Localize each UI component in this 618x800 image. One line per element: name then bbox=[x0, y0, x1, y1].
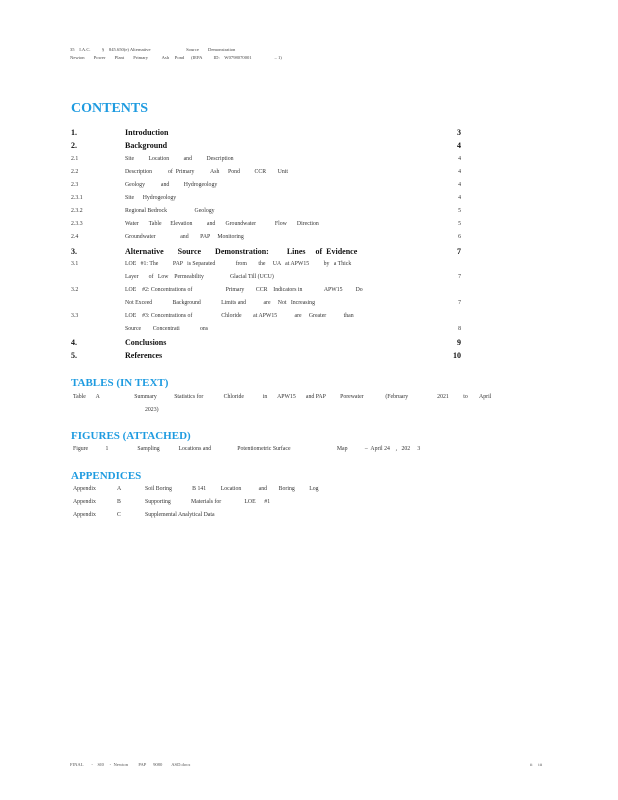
tables-entry-line-2: 2023) bbox=[145, 407, 159, 413]
appendix-label: Appendix bbox=[73, 512, 96, 518]
contents-heading: CONTENTS bbox=[71, 101, 149, 116]
toc-title: Introduction bbox=[125, 128, 169, 137]
toc-page-number: 6 bbox=[458, 234, 461, 240]
toc-title: Description of Primary Ash Pond CCR Unit bbox=[125, 169, 288, 175]
toc-number: 2.3 bbox=[71, 182, 79, 188]
toc-page-number: 7 bbox=[458, 274, 461, 280]
toc-page-number: 9 bbox=[457, 338, 461, 347]
toc-page-number: 7 bbox=[458, 300, 461, 306]
footer-page-number: ii iii bbox=[530, 762, 543, 767]
figures-entry-line-1: Figure 1 Sampling Locations and Potentiometric Surface Map – April 24 , 202 3 bbox=[73, 446, 421, 452]
appendix-title: Soil Boring B 141 Location and Boring Log bbox=[145, 486, 319, 492]
toc-number: 3. bbox=[71, 247, 77, 256]
tables-entry-line-1: Table A Summary Statistics for Chloride in APW15 and PAP Porewater (February 2021 to April bbox=[73, 394, 492, 400]
toc-title: Site Location and Description bbox=[125, 156, 234, 162]
toc-page-number: 4 bbox=[458, 169, 461, 175]
tables-heading: TABLES (IN TEXT) bbox=[71, 377, 169, 389]
toc-page-number: 4 bbox=[458, 195, 461, 201]
footer-left: FINAL - SI0 - Newton PAP 9080 ASD.docx bbox=[70, 762, 191, 767]
appendix-title: Supplemental Analytical Data bbox=[145, 512, 215, 518]
toc-title: References bbox=[125, 351, 163, 360]
toc-number: 2.3.2 bbox=[71, 208, 83, 214]
toc-number: 4. bbox=[71, 338, 77, 347]
toc-number: 2. bbox=[71, 141, 77, 150]
appendix-letter: C bbox=[117, 512, 121, 518]
toc-page-number: 4 bbox=[458, 182, 461, 188]
toc-title: Background bbox=[125, 141, 168, 150]
header-line-1: 35 I.A.C. § 845.650(e) Alternative Source Demonstration bbox=[70, 47, 236, 52]
toc-title: LOE #3: Concentrations of Chloride at APW15 are Greater than bbox=[125, 313, 354, 319]
toc-title: Regional Bedrock Geology bbox=[125, 208, 215, 214]
toc-page-number: 5 bbox=[458, 208, 461, 214]
toc-title: Source Concentrati ons bbox=[125, 326, 209, 332]
toc-number: 2.4 bbox=[71, 234, 79, 240]
toc-title: Site Hydrogeology bbox=[125, 195, 177, 201]
toc-number: 2.1 bbox=[71, 156, 79, 162]
appendices-list bbox=[73, 486, 403, 526]
toc-page-number: 3 bbox=[457, 128, 461, 137]
toc-page-number: 7 bbox=[457, 247, 461, 256]
toc-number: 2.3.3 bbox=[71, 221, 83, 227]
header-line-2: Newton Power Plant Primary Ash Pond (IEPA ID: W0798070001 – 1) bbox=[70, 55, 282, 60]
toc-page-number: 4 bbox=[457, 141, 461, 150]
appendix-letter: A bbox=[117, 486, 122, 492]
toc-page-number: 4 bbox=[458, 156, 461, 162]
toc-title: Conclusions bbox=[125, 338, 167, 347]
toc-number: 3.1 bbox=[71, 261, 79, 267]
appendices-heading: APPENDICES bbox=[71, 470, 142, 482]
toc-title: LOE #2: Concentrations of Primary CCR Indicators in APW15 Do bbox=[125, 287, 363, 293]
appendix-label: Appendix bbox=[73, 499, 96, 505]
toc-page-number: 5 bbox=[458, 221, 461, 227]
toc-number: 2.3.1 bbox=[71, 195, 83, 201]
toc-page-number: 10 bbox=[453, 351, 461, 360]
toc-number: 3.2 bbox=[71, 287, 79, 293]
toc-title: Geology and Hydrogeology bbox=[125, 182, 218, 188]
appendix-letter: B bbox=[117, 499, 121, 505]
figures-heading: FIGURES (ATTACHED) bbox=[71, 430, 191, 442]
appendix-title: Supporting Materials for LOE #1 bbox=[145, 499, 271, 505]
toc-title: Alternative Source Demonstration: Lines of Evidence bbox=[125, 247, 358, 256]
toc-title: Layer of Low Permeability Glacial Till (UCU) bbox=[125, 274, 274, 280]
toc-number: 3.3 bbox=[71, 313, 79, 319]
toc-number: 2.2 bbox=[71, 169, 79, 175]
toc-title: Groundwater and PAP Monitoring bbox=[125, 234, 244, 240]
toc-number: 5. bbox=[71, 351, 77, 360]
toc-title: Water Table Elevation and Groundwater Flow Direction bbox=[125, 221, 319, 227]
appendix-label: Appendix bbox=[73, 486, 96, 492]
toc-title: Not Exceed Background Limits and are Not Increasing bbox=[125, 300, 315, 306]
toc-number: 1. bbox=[71, 128, 77, 137]
toc-page-number: 8 bbox=[458, 326, 461, 332]
toc-title: LOE #1: The PAP is Separated from the UA at APW15 by a Thick bbox=[125, 261, 352, 267]
